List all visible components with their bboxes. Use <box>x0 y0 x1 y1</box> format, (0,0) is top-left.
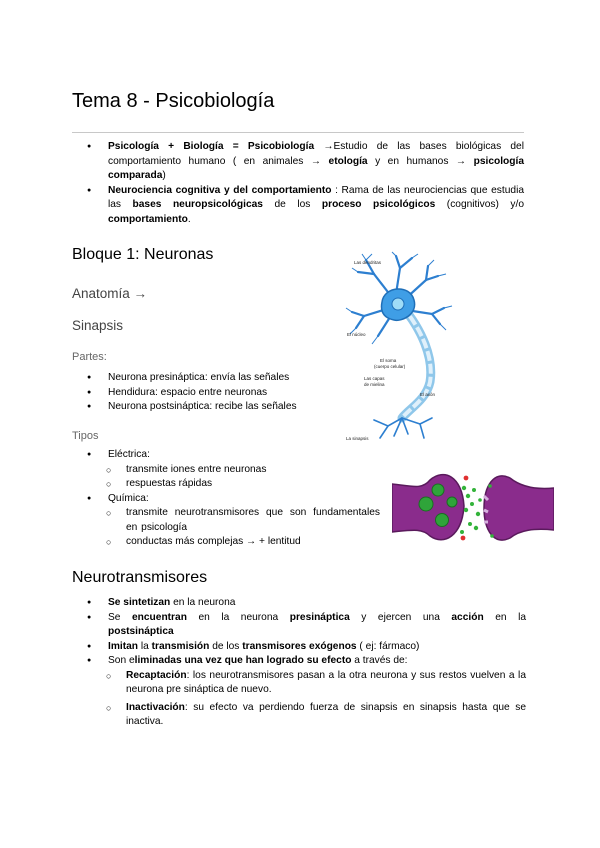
text-run: y en humanos → <box>367 155 474 167</box>
bold-run: Recaptación <box>126 669 187 681</box>
list-item <box>72 640 526 655</box>
section-heading-bloque1: Bloque 1: Neuronas <box>72 246 214 263</box>
subheading-sinapsis: Sinapsis <box>72 318 124 333</box>
text-run: en la <box>483 611 526 623</box>
intro-item <box>72 140 524 184</box>
list-item <box>72 492 380 550</box>
neuron-diagram <box>344 250 456 450</box>
list-item: ● Neurona postsináptica: recibe las señales <box>72 400 342 415</box>
label-sinapsis: La sinapsis <box>346 436 369 441</box>
list-item <box>72 654 526 730</box>
sublist-item: ○ transmite neurotransmisores que son fundamentales en psicología <box>72 506 380 535</box>
text-run: a través de: <box>351 655 408 666</box>
sublist <box>72 506 380 550</box>
text-run: ) <box>162 170 166 181</box>
text-run: : su efecto va perdiendo fuerza de sinapsis en sinapsis hasta que se inactiva. <box>126 701 526 727</box>
text-run: Se <box>108 611 132 623</box>
sublist-item <box>72 701 526 730</box>
bold-run: etología <box>328 155 368 167</box>
bold-run: Neurociencia cognitiva y del comportamiento <box>108 184 332 196</box>
bold-run: proceso psicológicos <box>321 199 436 210</box>
bold-run: acción <box>451 611 484 623</box>
list-item <box>72 596 526 611</box>
text-run: . <box>187 213 191 225</box>
text-run: →Estudio de las bases biológicas del comportamiento humano ( en animales → <box>108 141 524 167</box>
page-title: Tema 8 - Psicobiología <box>72 90 275 112</box>
text-run: y ejercen una <box>349 611 452 623</box>
bold-run: Psicología + Biología = Psicobiología <box>108 141 315 152</box>
partes-list <box>72 371 342 415</box>
text-run: la <box>138 640 152 652</box>
text-run: en la neurona <box>170 597 236 608</box>
list-item: ● Hendidura: espacio entre neuronas <box>72 386 342 401</box>
sublist-item: ○ conductas más complejas → + lentitud <box>72 535 380 550</box>
text-run: Son e <box>108 655 135 666</box>
text-run: en la neurona <box>186 611 290 623</box>
bold-run: transmisores exógenos <box>242 640 357 652</box>
text-run: de los <box>209 640 243 652</box>
text-run: : los neurotransmisores pasan a la otra neurona y sus restos vuelven a la neurona pre sináptica de nuevo. <box>126 669 526 695</box>
bold-run: encuentran <box>132 611 187 623</box>
bold-run: presináptica <box>289 611 350 623</box>
title-divider <box>72 132 524 133</box>
list-item <box>72 448 380 492</box>
sublist <box>72 463 380 492</box>
list-item <box>72 611 526 640</box>
label-nucleo: El núcleo <box>347 332 366 337</box>
sublist-item: ○ transmite iones entre neuronas <box>72 463 380 478</box>
sublist-item: ○ respuestas rápidas <box>72 477 380 492</box>
list-item-text <box>108 655 408 666</box>
bold-run: comportamiento <box>108 213 188 225</box>
bold-run: liminadas una vez que han logrado su efecto <box>134 655 352 666</box>
label-capas1: Las capas <box>364 376 385 381</box>
synapse-diagram <box>392 466 554 552</box>
bold-run: Inactivación <box>126 701 185 713</box>
label-capas2: de mielina <box>364 382 385 387</box>
neuro-list <box>72 596 526 730</box>
bold-run: postsináptica <box>108 626 174 637</box>
label-soma: El soma <box>380 358 397 363</box>
subheading-partes: Partes: <box>72 351 107 363</box>
tipos-list <box>72 448 380 550</box>
subheading-tipos: Tipos <box>72 430 99 442</box>
bold-run: bases neuropsicológicas <box>132 199 263 210</box>
bold-run: Imitan <box>108 640 139 652</box>
subheading-anatomia: Anatomía → <box>72 286 148 301</box>
bold-run: Se sintetizan <box>108 597 171 608</box>
label-dendritas: Las dendritas <box>354 260 382 265</box>
text-run: : Rama de las neurociencias que estudia las <box>108 184 524 210</box>
sublist <box>72 669 526 730</box>
label-cuerpo: (cuerpo celular) <box>374 364 406 369</box>
text-run: ( ej: fármaco) <box>356 640 420 652</box>
label-axon: El axón <box>420 392 436 397</box>
bold-run: transmisión <box>151 640 210 652</box>
intro-list <box>72 140 524 227</box>
tipo-label: Eléctrica: <box>108 449 150 460</box>
text-run: (cognitivos) y/o <box>435 199 525 210</box>
intro-item <box>72 184 524 228</box>
tipo-label: Química: <box>108 492 149 504</box>
bold-run: psicología comparada <box>108 155 524 181</box>
section-heading-neurotransmisores: Neurotransmisores <box>72 569 208 586</box>
text-run: de los <box>262 199 322 210</box>
list-item: ● Neurona presináptica: envía las señales <box>72 371 342 386</box>
sublist-item <box>72 669 526 698</box>
